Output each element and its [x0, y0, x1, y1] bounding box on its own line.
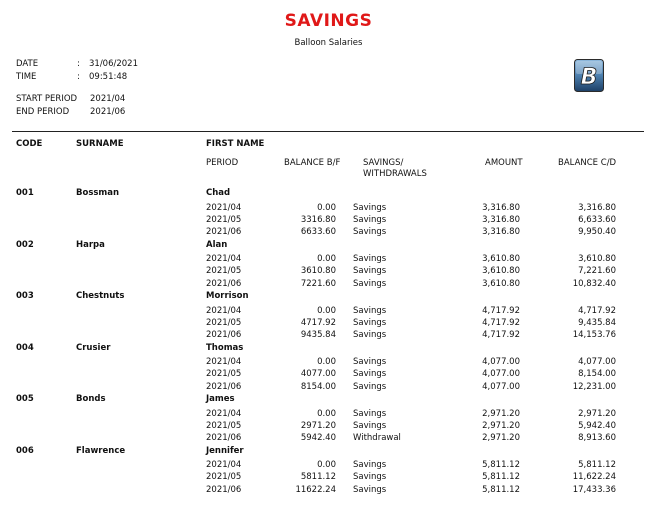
- row-period: 2021/04: [206, 408, 242, 419]
- employee-surname: Flawrence: [76, 445, 126, 456]
- row-transaction-type: Savings: [353, 484, 387, 495]
- employee-first-name: Jennifer: [206, 445, 244, 456]
- row-amount: 4,717.92: [482, 330, 520, 341]
- row-transaction-type: Savings: [353, 317, 387, 328]
- row-amount: 5,811.12: [482, 484, 520, 495]
- meta-colon: :: [77, 59, 80, 69]
- row-transaction-type: Savings: [353, 227, 387, 238]
- row-balance-bf: 0.00: [317, 460, 336, 470]
- row-period: 2021/05: [206, 214, 242, 225]
- employee-first-name: Thomas: [206, 342, 244, 353]
- row-balance-cd: 17,433.36: [572, 484, 616, 495]
- employee-first-name: James: [206, 394, 235, 404]
- employee-code: 005: [16, 394, 34, 404]
- row-balance-bf: 4717.92: [300, 317, 336, 328]
- header-savings-line: SAVINGS/: [363, 158, 404, 168]
- row-balance-cd: 5,942.40: [578, 420, 616, 431]
- header-period: PERIOD: [206, 158, 239, 168]
- row-balance-bf: 7221.60: [300, 278, 336, 289]
- row-amount: 2,971.20: [482, 408, 520, 419]
- row-balance-bf: 0.00: [317, 357, 336, 367]
- row-period: 2021/06: [206, 381, 242, 392]
- row-amount: 3,610.80: [482, 278, 520, 289]
- row-amount: 4,077.00: [482, 369, 520, 380]
- row-period: 2021/05: [206, 369, 242, 380]
- row-transaction-type: Savings: [353, 460, 387, 470]
- meta-date-value: 31/06/2021: [89, 59, 138, 69]
- meta-colon: :: [77, 72, 80, 82]
- row-period: 2021/06: [206, 227, 242, 238]
- meta-start-period-label: START PERIOD: [16, 94, 78, 104]
- row-balance-bf: 0.00: [317, 408, 336, 419]
- row-amount: 3,316.80: [482, 214, 520, 225]
- meta-date-label: DATE: [16, 59, 39, 69]
- header-code: CODE: [16, 139, 43, 149]
- header-amount: AMOUNT: [485, 158, 523, 168]
- row-balance-cd: 8,154.00: [578, 369, 616, 380]
- row-balance-cd: 14,153.76: [572, 330, 616, 341]
- row-transaction-type: Savings: [353, 214, 387, 225]
- row-transaction-type: Savings: [353, 381, 387, 392]
- row-balance-bf: 0.00: [317, 254, 336, 264]
- row-amount: 3,316.80: [482, 202, 520, 213]
- row-balance-bf: 8154.00: [300, 381, 336, 392]
- row-balance-cd: 3,316.80: [578, 202, 616, 213]
- row-period: 2021/04: [206, 254, 242, 264]
- row-amount: 2,971.20: [482, 420, 520, 431]
- employee-surname: Bonds: [76, 394, 106, 404]
- row-balance-cd: 2,971.20: [578, 408, 616, 419]
- header-divider: [12, 131, 644, 132]
- report-subtitle: Balloon Salaries: [294, 38, 363, 48]
- row-transaction-type: Savings: [353, 472, 387, 483]
- row-balance-cd: 8,913.60: [578, 433, 616, 444]
- row-period: 2021/06: [206, 330, 242, 341]
- row-period: 2021/06: [206, 484, 242, 495]
- employee-surname: Bossman: [76, 188, 120, 198]
- row-amount: 5,811.12: [482, 472, 520, 483]
- row-period: 2021/04: [206, 202, 242, 213]
- row-period: 2021/05: [206, 472, 242, 483]
- report-title: SAVINGS: [284, 11, 373, 31]
- row-balance-cd: 3,610.80: [578, 254, 616, 264]
- row-period: 2021/04: [206, 357, 242, 367]
- row-balance-cd: 9,435.84: [578, 317, 616, 328]
- header-surname: SURNAME: [76, 139, 124, 149]
- row-amount: 4,077.00: [482, 381, 520, 392]
- meta-time-value: 09:51:48: [89, 72, 128, 82]
- header-balance-bf: BALANCE B/F: [284, 158, 341, 168]
- row-balance-bf: 3610.80: [300, 266, 336, 277]
- row-amount: 3,610.80: [482, 254, 520, 264]
- row-transaction-type: Savings: [353, 357, 387, 367]
- meta-start-period-value: 2021/04: [90, 94, 126, 104]
- row-amount: 4,077.00: [482, 357, 520, 367]
- employee-first-name: Chad: [206, 188, 231, 198]
- row-balance-cd: 7,221.60: [578, 266, 616, 277]
- meta-end-period-value: 2021/06: [90, 107, 126, 117]
- employee-code: 006: [16, 445, 34, 456]
- row-transaction-type: Savings: [353, 369, 387, 380]
- header-balance-cd: BALANCE C/D: [558, 158, 617, 168]
- row-balance-bf: 9435.84: [300, 330, 336, 341]
- row-balance-bf: 11622.24: [295, 484, 336, 495]
- meta-end-period-label: END PERIOD: [16, 107, 70, 117]
- row-period: 2021/06: [206, 278, 242, 289]
- employee-code: 004: [16, 342, 34, 353]
- row-period: 2021/04: [206, 305, 242, 316]
- row-balance-cd: 5,811.12: [578, 460, 616, 470]
- row-balance-bf: 0.00: [317, 202, 336, 213]
- row-balance-bf: 3316.80: [300, 214, 336, 225]
- row-amount: 2,971.20: [482, 433, 520, 444]
- row-period: 2021/06: [206, 433, 242, 444]
- row-balance-bf: 4077.00: [300, 369, 336, 380]
- row-period: 2021/04: [206, 460, 242, 470]
- row-balance-bf: 5942.40: [300, 433, 336, 444]
- row-balance-bf: 5811.12: [300, 472, 336, 483]
- row-amount: 5,811.12: [482, 460, 520, 470]
- row-amount: 4,717.92: [482, 317, 520, 328]
- employee-code: 002: [16, 239, 34, 250]
- row-transaction-type: Withdrawal: [353, 433, 401, 444]
- row-balance-cd: 4,077.00: [578, 357, 616, 367]
- meta-time-label: TIME: [16, 72, 37, 82]
- row-amount: 3,610.80: [482, 266, 520, 277]
- row-transaction-type: Savings: [353, 330, 387, 341]
- employee-code: 001: [16, 188, 34, 198]
- row-balance-cd: 9,950.40: [578, 227, 616, 238]
- row-balance-cd: 10,832.40: [572, 278, 616, 289]
- row-balance-cd: 12,231.00: [572, 381, 616, 392]
- row-balance-bf: 0.00: [317, 305, 336, 316]
- employee-surname: Harpa: [76, 239, 105, 250]
- employee-surname: Chestnuts: [76, 291, 125, 301]
- row-transaction-type: Savings: [353, 266, 387, 277]
- employee-surname: Crusier: [76, 342, 111, 353]
- logo-letter: B: [580, 65, 598, 90]
- row-amount: 4,717.92: [482, 305, 520, 316]
- row-period: 2021/05: [206, 266, 242, 277]
- employee-first-name: Morrison: [206, 291, 249, 301]
- row-transaction-type: Savings: [353, 305, 387, 316]
- row-transaction-type: Savings: [353, 420, 387, 431]
- company-logo-icon: [574, 59, 604, 92]
- row-balance-cd: 11,622.24: [572, 472, 616, 483]
- row-balance-cd: 6,633.60: [578, 214, 616, 225]
- row-amount: 3,316.80: [482, 227, 520, 238]
- row-balance-bf: 6633.60: [300, 227, 336, 238]
- header-savings-withdrawals: [363, 158, 427, 180]
- row-transaction-type: Savings: [353, 408, 387, 419]
- row-transaction-type: Savings: [353, 254, 387, 264]
- row-period: 2021/05: [206, 420, 242, 431]
- row-balance-cd: 4,717.92: [578, 305, 616, 316]
- employee-first-name: Alan: [206, 239, 228, 250]
- header-first-name: FIRST NAME: [206, 139, 265, 149]
- row-transaction-type: Savings: [353, 278, 387, 289]
- header-withdrawals-line: WITHDRAWALS: [363, 169, 427, 179]
- row-transaction-type: Savings: [353, 202, 387, 213]
- row-period: 2021/05: [206, 317, 242, 328]
- employee-code: 003: [16, 291, 34, 301]
- row-balance-bf: 2971.20: [300, 420, 336, 431]
